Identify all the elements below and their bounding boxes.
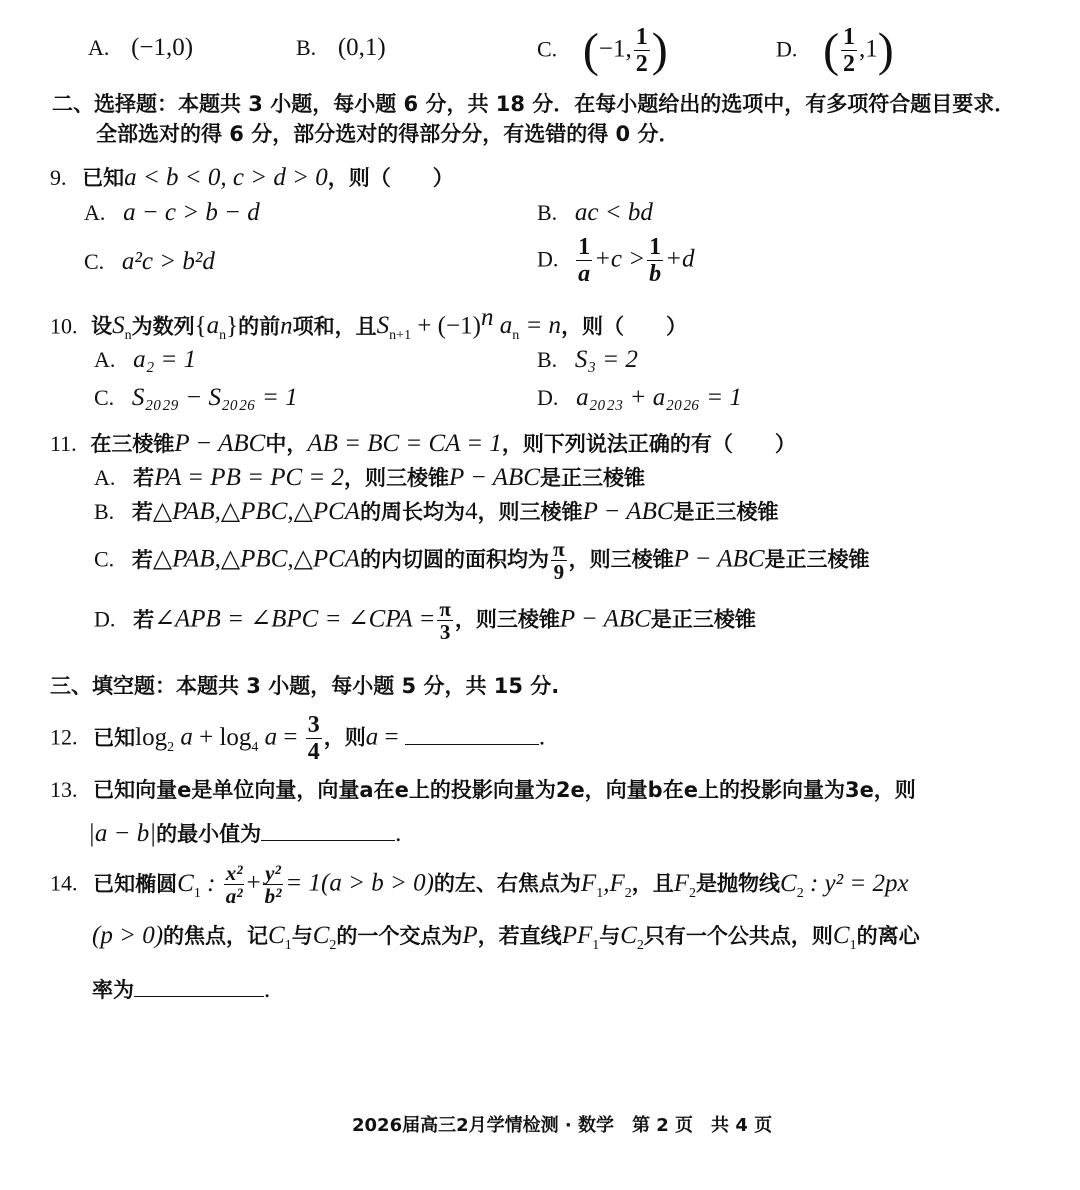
q11-option-d: D. 若∠APB = ∠BPC = ∠CPA = $\frac{\pi}{3}$ ，则三棱锥P − ABC是正三棱锥 bbox=[94, 597, 756, 644]
q10-option-b: B. S₃ = 2 bbox=[537, 346, 638, 373]
q9-option-d: D. $\frac{1}{a}$ +c > $\frac{1}{b}$ +d bbox=[537, 234, 695, 287]
q10-option-d: D. a₂₀₂₃ + a₂₀₂₆ = 1 bbox=[537, 384, 742, 411]
q8-option-c: C. (−1, $\frac{1}{2}$ ) bbox=[537, 23, 668, 77]
q12: 12. 已知$\log_2 a + \log_4 a$ = $\frac{3}{4}$ ，则a = . bbox=[50, 712, 546, 765]
answer-blank[interactable] bbox=[405, 722, 539, 745]
fraction: $\frac{1}{2}$ bbox=[843, 24, 856, 77]
fraction: $\frac{3}{4}$ bbox=[307, 712, 320, 765]
q10-option-a: A. a₂ = 1 bbox=[94, 346, 197, 373]
q9-option-a: A. a − c > b − d bbox=[84, 199, 260, 226]
q9-stem: 9. 已知a < b < 0, c > d > 0，则（ ） bbox=[50, 164, 454, 191]
q14-line2: (p > 0)的焦点，记$C_1$与$C_2$的一个交点为P，若直线$PF_1$与$C_2$只有一个公共点，则$C_1$的离心 bbox=[92, 922, 920, 953]
q11-option-c: C. 若△PAB,△PBC,△PCA的内切圆的面积均为 $\frac{\pi}{9}$ ，则三棱锥P − ABC是正三棱锥 bbox=[94, 537, 870, 584]
q11-stem: 11. 在三棱锥P − ABC中，AB = BC = CA = 1，则下列说法正确的有（ ） bbox=[50, 430, 796, 457]
fraction: $\frac{\pi}{3}$ bbox=[439, 597, 451, 644]
q13-line1: 13. 已知向量e是单位向量，向量a在e上的投影向量为2e，向量b在e上的投影向量为3e，则 bbox=[50, 777, 916, 802]
fraction: $\frac{1}{2}$ bbox=[635, 24, 648, 77]
q10-option-c: C. S₂₀₂₉ − S₂₀₂₆ = 1 bbox=[94, 384, 298, 411]
fraction: $\frac{\text{y²}}{\text{b²}}$ bbox=[264, 861, 282, 908]
fraction: $\frac{1}{b}$ bbox=[649, 234, 662, 287]
fraction: $\frac{\pi}{9}$ bbox=[553, 537, 565, 584]
fraction: $\frac{\text{x²}}{\text{a²}}$ bbox=[225, 861, 243, 908]
page-footer: 2026届高三2月学情检测 · 数学 第 2 页 共 4 页 bbox=[352, 1115, 773, 1136]
q14-line3: 率为 . bbox=[92, 976, 271, 1003]
section2-title: 二、选择题：本题共 3 小题，每小题 6 分，共 18 分．在每小题给出的选项中，有多项符合题目要求． bbox=[52, 92, 1016, 116]
answer-blank[interactable] bbox=[134, 974, 264, 997]
q8-option-a: A. (−1,0) bbox=[88, 34, 194, 61]
q8-option-b: B. (0,1) bbox=[296, 34, 386, 61]
q13-line2: |a − b|的最小值为 . bbox=[88, 820, 402, 847]
section3-title: 三、填空题：本题共 3 小题，每小题 5 分，共 15 分. bbox=[50, 674, 560, 698]
answer-blank[interactable] bbox=[261, 818, 395, 841]
q9-option-c: C. a²c > b²d bbox=[84, 248, 215, 275]
q11-option-b: B. 若△PAB,△PBC,△PCA的周长均为4，则三棱锥P − ABC是正三棱锥 bbox=[94, 498, 779, 525]
q8-option-d: D. ( $\frac{1}{2}$ ,1) bbox=[776, 23, 894, 77]
section2-rules: 全部选对的得 6 分，部分选对的得部分分，有选错的得 0 分． bbox=[96, 122, 680, 146]
fraction: $\frac{1}{a}$ bbox=[578, 234, 591, 287]
q11-option-a: A. 若PA = PB = PC = 2，则三棱锥P − ABC是正三棱锥 bbox=[94, 464, 645, 491]
q9-option-b: B. ac < bd bbox=[537, 199, 653, 226]
q14-line1: 14. 已知椭圆$C_1$ : $\frac{\text{x²}}{\text{a²}}$ + $\frac{\text{y²}}{\text{b²}}$ = 1(a > b > 0)的左、右焦点为$F_1,F_2$，且$F_2$是抛物线$C_2$ : y² = 2px bbox=[50, 861, 909, 908]
q10-stem: 10. 设$S_n$为数列$\{a_n\}$的前n项和，且$S_{n+1} + (-1)^n$ $a_n = n$，则（ ） bbox=[50, 304, 688, 344]
